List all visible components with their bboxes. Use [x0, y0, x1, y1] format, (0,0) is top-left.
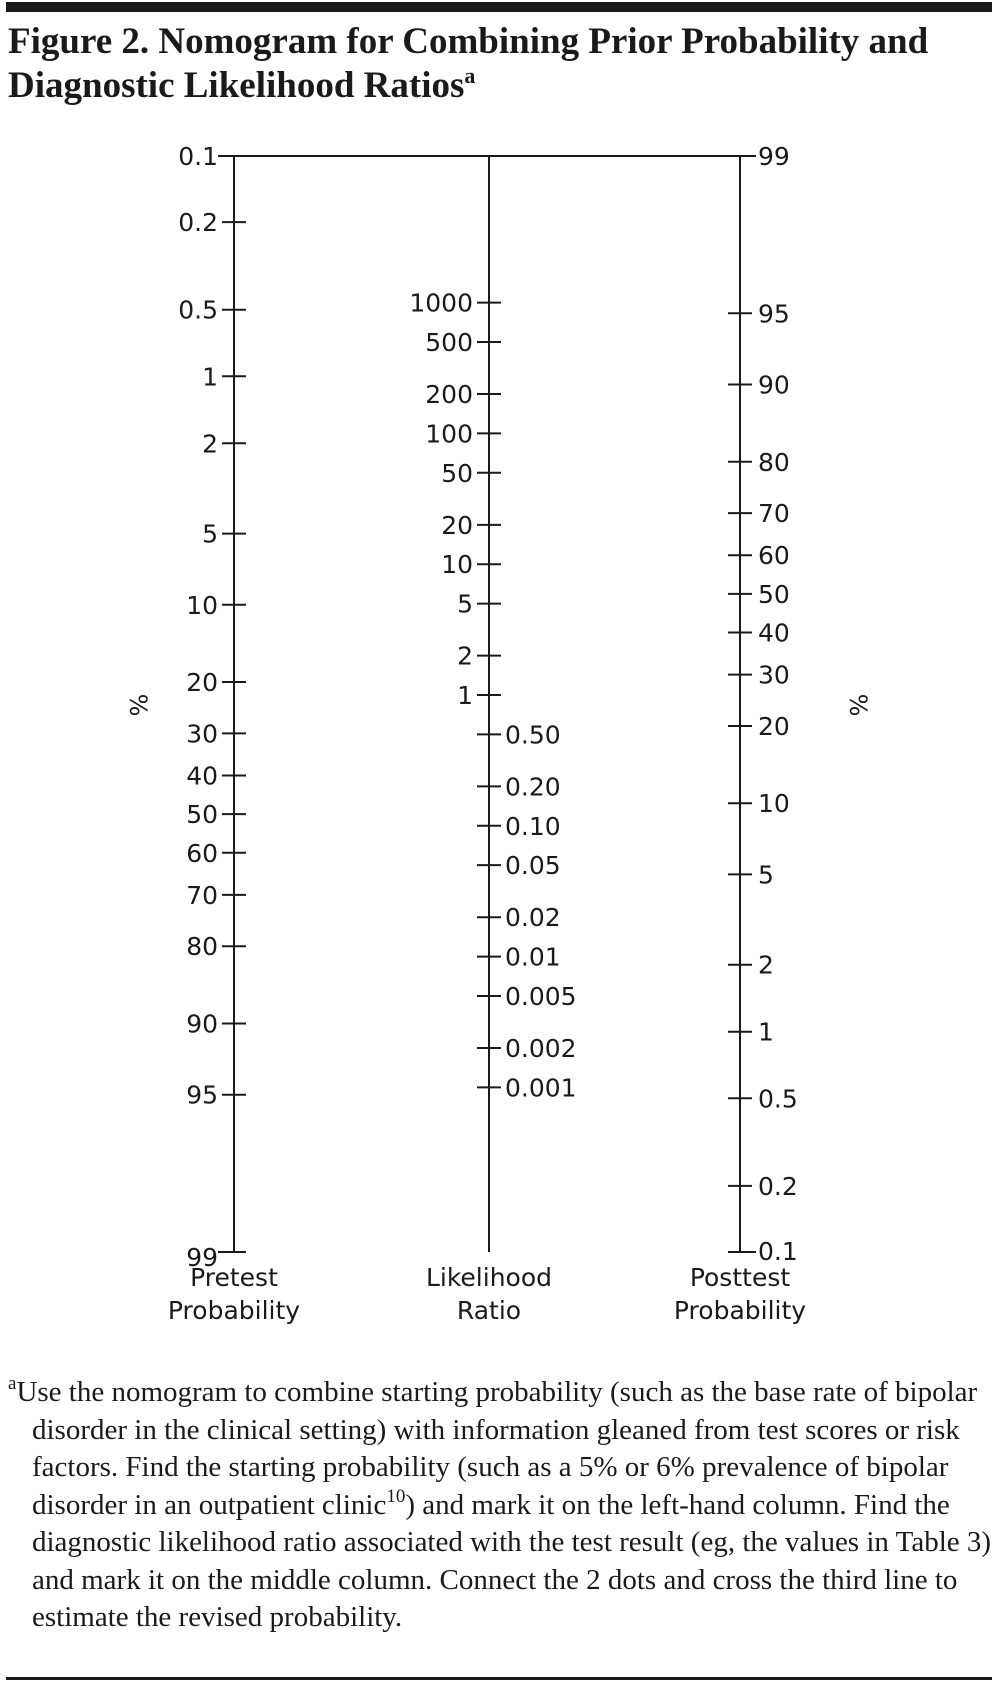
posttest-tick-label-0-5: 0.5 — [758, 1084, 798, 1114]
posttest-tick-label-70: 70 — [758, 499, 790, 529]
figure-title-footnote-mark: a — [464, 63, 476, 88]
posttest-unit-label: % — [844, 693, 872, 717]
likelihood-tick-label-500: 500 — [425, 327, 473, 357]
posttest-tick-label-80: 80 — [758, 447, 790, 477]
pretest-tick-label-20: 20 — [186, 668, 218, 698]
tick-layer — [218, 156, 756, 1252]
likelihood-tick-label-1: 1 — [457, 681, 473, 710]
pretest-tick-label-99: 99 — [186, 1243, 218, 1272]
likelihood-tick-label-0-005: 0.005 — [505, 981, 577, 1011]
pretest-tick-label-1: 1 — [202, 362, 218, 392]
posttest-tick-label-1: 1 — [758, 1017, 774, 1047]
posttest-tick-label-20: 20 — [758, 711, 790, 741]
footnote-text-part2: ) and mark it on the left-hand column. Find the diagnostic likelihood ratio associated with the test result (eg, the values in Table 3) and mark it on the middle column. Connect the 2 dots and cross the third line to estimate the revised probability. — [32, 1488, 992, 1633]
pretest-tick-label-5: 5 — [202, 519, 218, 549]
footnote — [8, 1374, 998, 1637]
likelihood-tick-label-0-002: 0.002 — [505, 1034, 577, 1064]
likelihood-tick-label-0-50: 0.50 — [505, 720, 561, 750]
posttest-tick-label-5: 5 — [758, 860, 774, 890]
posttest-tick-label-30: 30 — [758, 660, 790, 690]
likelihood-tick-label-200: 200 — [425, 380, 473, 410]
likelihood-tick-label-0-001: 0.001 — [505, 1073, 577, 1103]
likelihood-tick-label-0-20: 0.20 — [505, 772, 561, 802]
posttest-tick-label-10: 10 — [758, 789, 790, 819]
bottom-rule — [6, 1677, 992, 1680]
pretest-tick-label-95: 95 — [186, 1080, 218, 1110]
footnote-mark: a — [8, 1373, 17, 1394]
pretest-tick-label-90: 90 — [186, 1009, 218, 1039]
pretest-tick-label-0-1: 0.1 — [178, 142, 218, 171]
posttest-tick-label-0-1: 0.1 — [758, 1237, 798, 1266]
posttest-tick-label-40: 40 — [758, 618, 790, 648]
posttest-axis-label-line-1: Posttest — [689, 1263, 791, 1292]
footnote-text-part1: Use the nomogram to combine starting probability (such as the base rate of bipolar disorder in the clinical setting) with information gleaned from test scores or risk factors. Find the starting probability (such as a 5% or 6% prevalence of bipolar disorder in an outpatient clinic — [16, 1376, 978, 1521]
posttest-tick-label-2: 2 — [758, 950, 774, 980]
posttest-tick-label-0-2: 0.2 — [758, 1171, 798, 1201]
likelihood-tick-label-1000: 1000 — [409, 288, 473, 318]
pretest-tick-label-40: 40 — [186, 761, 218, 791]
likelihood-tick-label-0-02: 0.02 — [505, 903, 561, 933]
likelihood-tick-label-0-05: 0.05 — [505, 851, 561, 881]
pretest-unit-label: % — [124, 693, 152, 717]
pretest-tick-label-80: 80 — [186, 932, 218, 962]
likelihood-axis-label-line-2: Ratio — [456, 1296, 522, 1325]
likelihood-tick-label-10: 10 — [441, 550, 473, 580]
likelihood-tick-label-0-10: 0.10 — [505, 811, 561, 841]
pretest-tick-label-50: 50 — [186, 800, 218, 830]
pretest-tick-label-2: 2 — [202, 429, 218, 459]
posttest-tick-label-60: 60 — [758, 541, 790, 571]
pretest-tick-label-30: 30 — [186, 719, 218, 749]
pretest-axis-label-line-2: Probability — [167, 1296, 301, 1325]
posttest-tick-label-90: 90 — [758, 370, 790, 400]
likelihood-tick-label-50: 50 — [441, 458, 473, 488]
posttest-tick-label-99: 99 — [758, 142, 790, 171]
likelihood-axis-label-line-1: Likelihood — [425, 1263, 553, 1292]
pretest-tick-label-60: 60 — [186, 838, 218, 868]
pretest-tick-label-0-2: 0.2 — [178, 208, 218, 238]
pretest-tick-label-10: 10 — [186, 590, 218, 620]
likelihood-tick-label-20: 20 — [441, 510, 473, 540]
posttest-tick-label-95: 95 — [758, 299, 790, 329]
posttest-axis-label-line-2: Probability — [673, 1296, 807, 1325]
likelihood-tick-label-0-01: 0.01 — [505, 942, 561, 972]
pretest-axis-label-line-1: Pretest — [190, 1263, 278, 1292]
figure-title-text: Figure 2. Nomogram for Combining Prior Probability and Diagnostic Likelihood Ratios — [8, 21, 929, 106]
footnote-reference: 10 — [386, 1485, 406, 1507]
posttest-tick-label-50: 50 — [758, 579, 790, 609]
pretest-tick-label-70: 70 — [186, 880, 218, 910]
likelihood-tick-label-100: 100 — [425, 419, 473, 449]
pretest-tick-label-0-5: 0.5 — [178, 295, 218, 325]
likelihood-tick-label-5: 5 — [457, 589, 473, 619]
likelihood-tick-label-2: 2 — [457, 641, 473, 671]
